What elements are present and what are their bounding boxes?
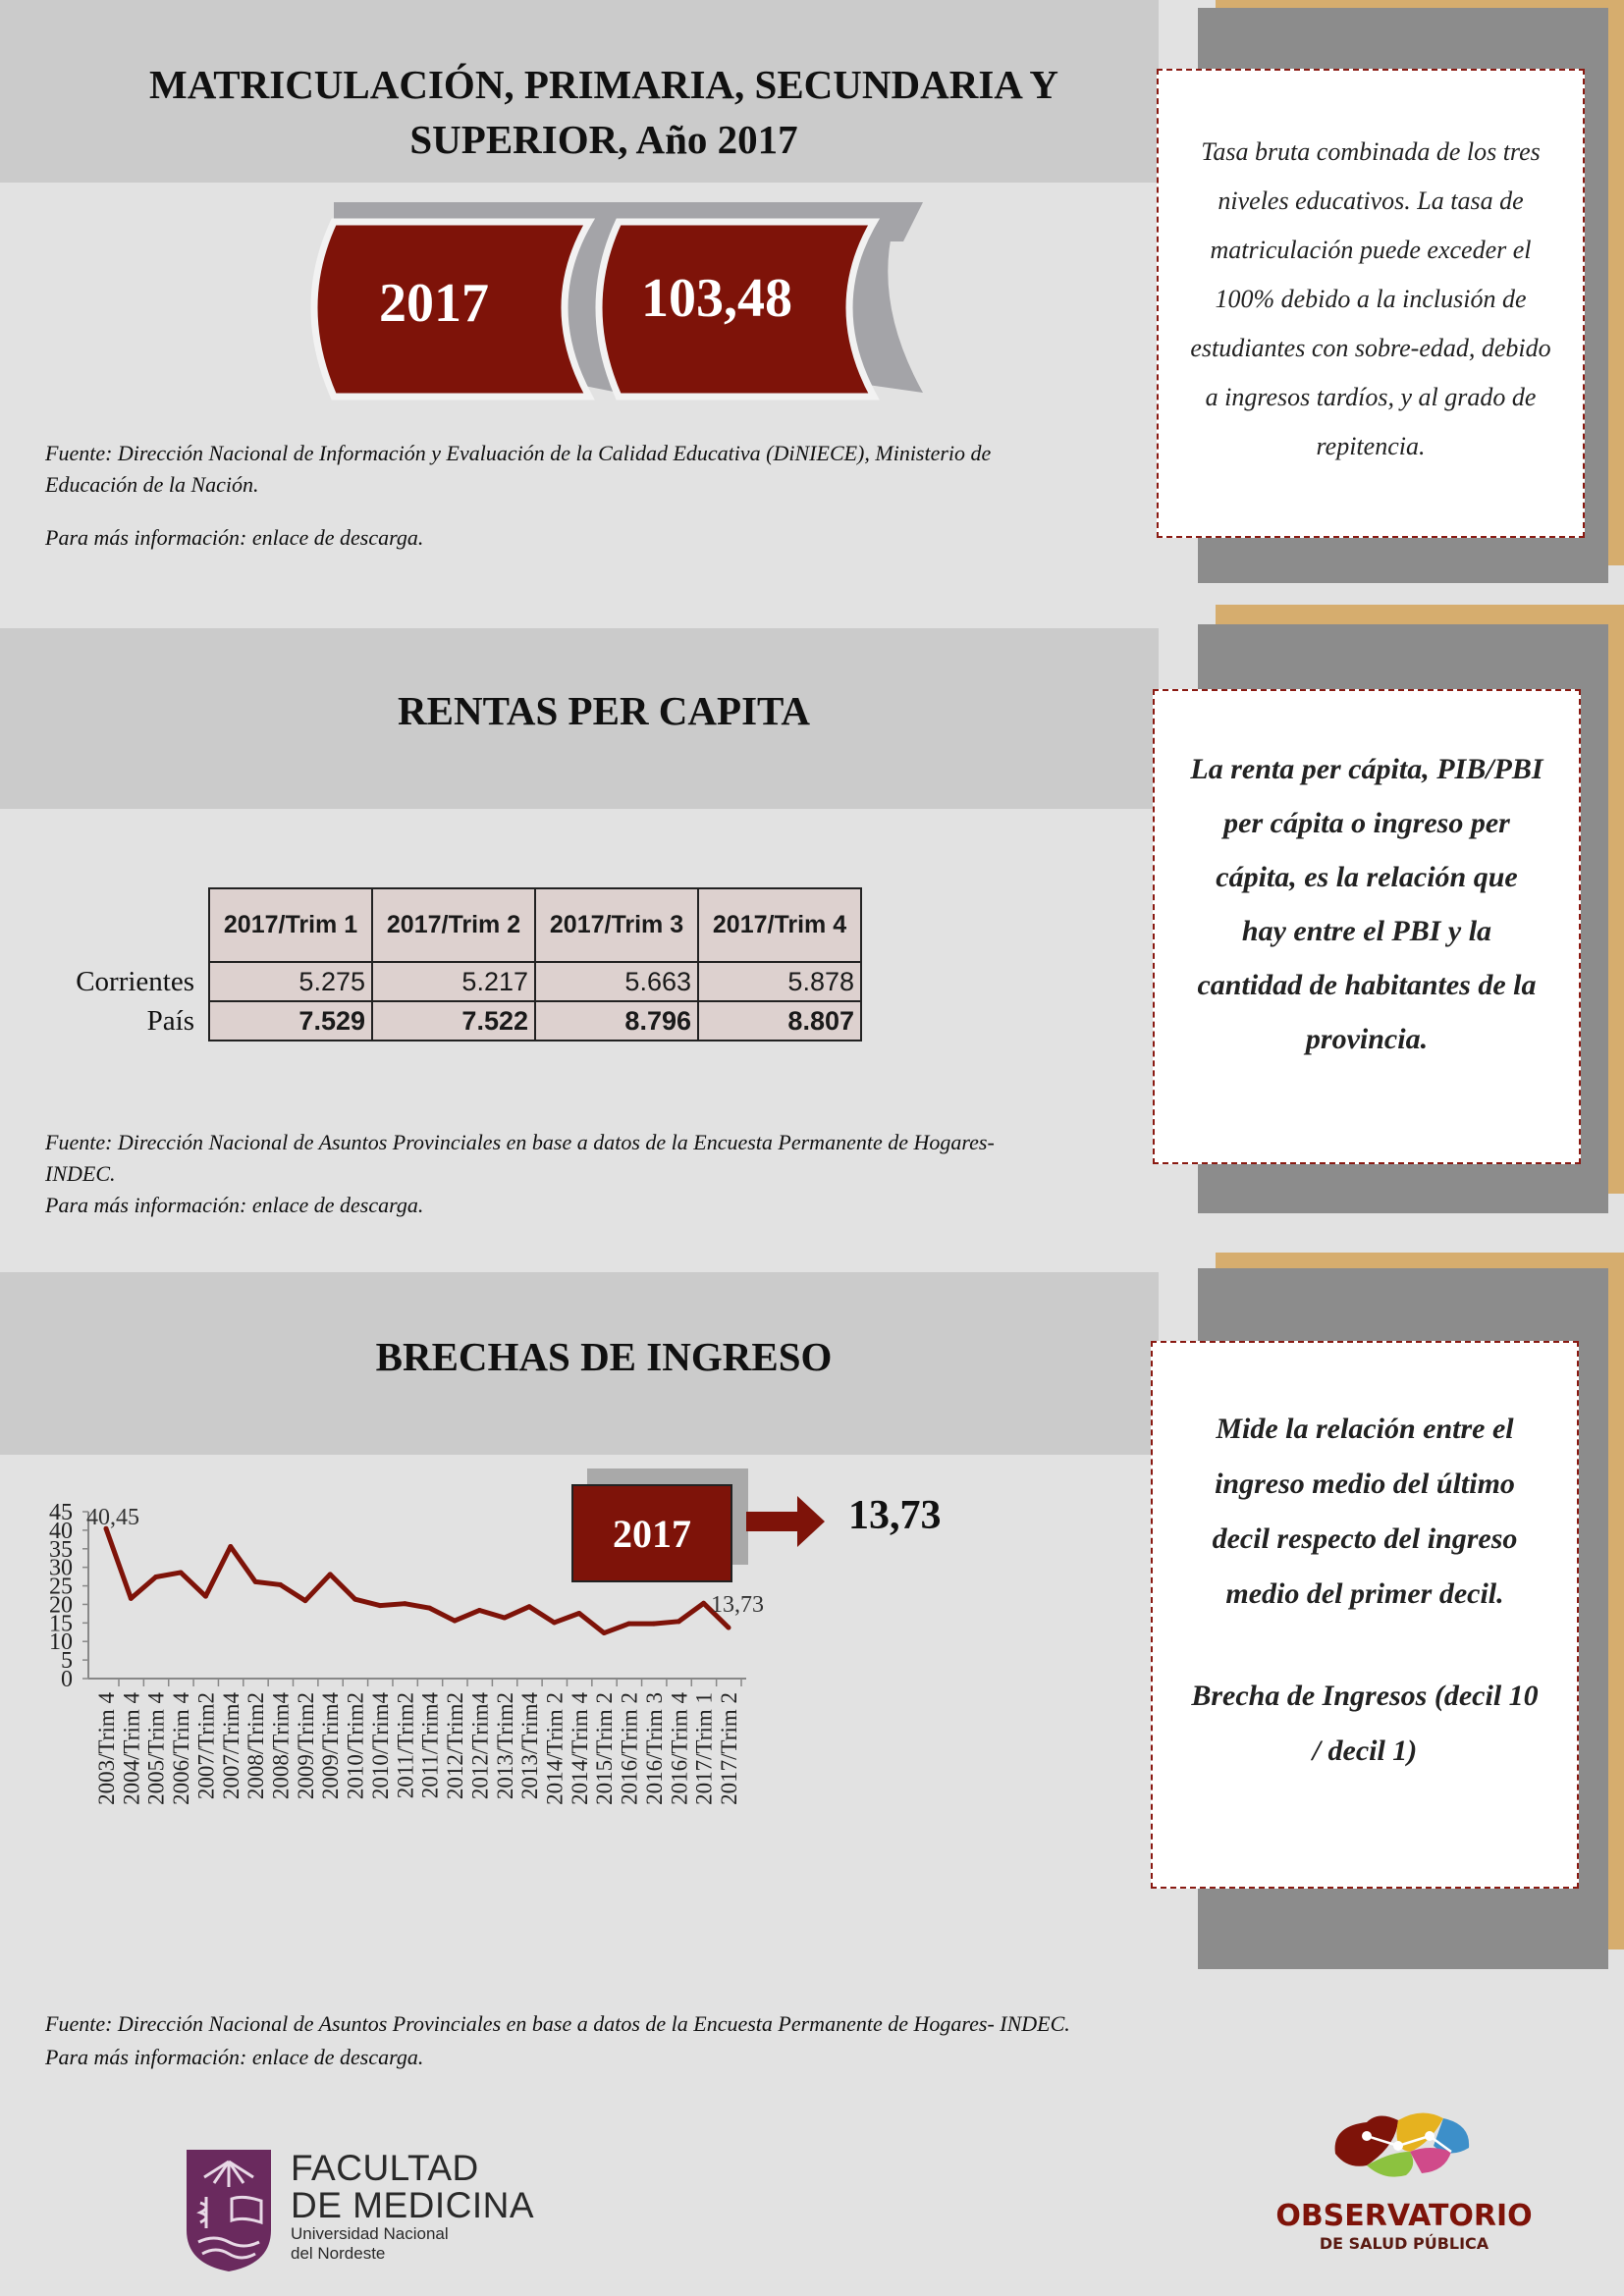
data-point (352, 1597, 357, 1602)
data-point (403, 1601, 407, 1606)
x-tick-label: 2008/Trim4 (268, 1692, 294, 1800)
table-header: 2017/Trim 1 (209, 888, 372, 962)
data-point (552, 1620, 557, 1625)
table-header: 2017/Trim 2 (372, 888, 535, 962)
x-tick-label: 2014/Trim 4 (567, 1692, 592, 1805)
data-point (701, 1601, 706, 1606)
y-tick-label: 10 (49, 1629, 73, 1656)
table-header: 2017/Trim 4 (698, 888, 861, 962)
data-point (477, 1608, 482, 1613)
x-tick-label: 2016/Trim 4 (667, 1692, 692, 1805)
section-title-brechas: BRECHAS DE INGRESO (375, 1334, 833, 1379)
matriculacion-year: 2017 (379, 273, 489, 334)
x-tick-label: 2016/Trim 3 (641, 1692, 667, 1805)
table-row (41, 1001, 861, 1041)
x-tick-label: 2013/Trim4 (517, 1692, 543, 1800)
section-title-matriculacion: MATRICULACIÓN, PRIMARIA, SECUNDARIA Y SUPERIOR, Año 2017 (149, 62, 1058, 162)
table-header-row (41, 888, 861, 962)
table-cell: 8.807 (698, 1001, 861, 1041)
data-point (253, 1579, 258, 1584)
x-tick-label: 2008/Trim2 (244, 1692, 269, 1800)
data-point (278, 1582, 283, 1587)
data-point (651, 1622, 656, 1627)
x-tick-label: 2009/Trim4 (318, 1692, 344, 1800)
x-tick-label: 2011/Trim4 (417, 1692, 443, 1799)
data-label: 40,45 (86, 1505, 139, 1531)
x-tick-label: 2015/Trim 2 (592, 1692, 618, 1805)
x-tick-label: 2005/Trim 4 (143, 1692, 169, 1805)
brechas-source: Fuente: Dirección Nacional de Asuntos Provinciales en base a datos de la Encuesta Permanente de Hogares- INDEC. (45, 2011, 1070, 2036)
data-point (626, 1622, 631, 1627)
table-cell: 5.275 (209, 962, 372, 1001)
x-tick-label: 2007/Trim2 (193, 1692, 219, 1800)
x-tick-label: 2017/Trim 2 (717, 1692, 741, 1805)
table-cell: 7.529 (209, 1001, 372, 1041)
data-point (328, 1572, 333, 1576)
data-point (129, 1596, 134, 1601)
facultad-logo-text: FACULTAD DE MEDICINA Universidad Nacional del Nordeste (291, 2148, 535, 2263)
section-title-rentas: RENTAS PER CAPITA (398, 688, 810, 733)
facultad-shield-logo (185, 2148, 273, 2273)
data-point (677, 1619, 681, 1624)
x-tick-label: 2016/Trim 2 (617, 1692, 642, 1805)
x-tick-label: 2012/Trim4 (467, 1692, 493, 1800)
y-tick-label: 0 (61, 1667, 73, 1692)
x-tick-label: 2004/Trim 4 (119, 1692, 144, 1805)
table-corner (41, 888, 209, 962)
row-label: Corrientes (76, 965, 194, 997)
rentas-more-info-link[interactable]: Para más información: enlace de descarga. (45, 1193, 424, 1217)
observatorio-brain-icon (1327, 2107, 1475, 2185)
rentas-source: Fuente: Dirección Nacional de Asuntos Provinciales en base a datos de la Encuesta Permanente de Hogares- INDEC. (45, 1130, 995, 1186)
table-header: 2017/Trim 3 (535, 888, 698, 962)
table-cell: 7.522 (372, 1001, 535, 1041)
y-tick-label: 30 (49, 1555, 73, 1581)
y-tick-label: 35 (49, 1536, 73, 1563)
y-tick-label: 45 (49, 1500, 73, 1525)
x-tick-label: 2012/Trim2 (443, 1692, 468, 1800)
data-point (602, 1630, 607, 1635)
matriculacion-scroll-graphic (295, 196, 943, 412)
x-tick-label: 2003/Trim 4 (94, 1692, 119, 1805)
x-tick-label: 2007/Trim4 (218, 1692, 244, 1800)
data-point (153, 1575, 158, 1579)
y-tick-label: 25 (49, 1574, 73, 1600)
y-tick-label: 40 (49, 1518, 73, 1544)
note-box-brechas: Mide la relación entre el ingreso medio del último decil respecto del ingreso medio del primer decil. Brecha de Ingresos (decil 10 / decil 1) (1151, 1341, 1579, 1889)
data-point (228, 1544, 233, 1549)
table-cell: 5.217 (372, 962, 535, 1001)
data-point (203, 1594, 208, 1599)
data-point (502, 1616, 507, 1621)
table-cell: 5.663 (535, 962, 698, 1001)
data-point (302, 1598, 307, 1603)
brechas-more-info-link[interactable]: Para más información: enlace de descarga. (45, 2045, 424, 2069)
note-box-rentas: La renta per cápita, PIB/PBI per cápita o ingreso per cápita, es la relación que hay entre el PBI y la cantidad de habitantes de la provincia. (1153, 689, 1581, 1164)
table-cell: 5.878 (698, 962, 861, 1001)
observatorio-logo-text: OBSERVATORIO DE SALUD PÚBLICA (1275, 2199, 1533, 2253)
table-row (41, 962, 861, 1001)
x-tick-label: 2014/Trim 2 (542, 1692, 568, 1805)
kpi-value: 13,73 (848, 1493, 942, 1538)
data-point (377, 1603, 382, 1608)
note-box-matriculacion: Tasa bruta combinada de los tres niveles educativos. La tasa de matriculación puede exceder el 100% debido a la inclusión de estudiantes con sobre-edad, debido a ingresos tardíos, y al grado de repitencia. (1157, 69, 1585, 538)
rentas-table (41, 887, 862, 1041)
table-cell: 8.796 (535, 1001, 698, 1041)
data-label: 13,73 (711, 1592, 764, 1619)
x-tick-label: 2017/Trim 1 (691, 1692, 717, 1805)
series-line (106, 1528, 729, 1632)
x-tick-label: 2006/Trim 4 (169, 1692, 194, 1805)
x-tick-label: 2013/Trim2 (492, 1692, 517, 1800)
x-tick-label: 2010/Trim4 (367, 1692, 393, 1800)
data-point (427, 1606, 432, 1611)
data-point (576, 1611, 581, 1616)
y-tick-label: 15 (49, 1611, 73, 1637)
brechas-line-chart (20, 1482, 1129, 1973)
kpi-year-box: 2017 (571, 1484, 732, 1582)
data-point (527, 1604, 532, 1609)
matriculacion-more-info-link[interactable]: Para más información: enlace de descarga. (45, 525, 424, 550)
x-tick-label: 2010/Trim2 (343, 1692, 368, 1800)
data-point (453, 1619, 458, 1624)
matriculacion-value: 103,48 (641, 268, 792, 329)
data-point (179, 1570, 184, 1575)
matriculacion-source: Fuente: Dirección Nacional de Información y Evaluación de la Calidad Educativa (DiNIECE), Ministerio de Educación de la Nación. (45, 441, 992, 497)
x-tick-label: 2011/Trim2 (393, 1692, 418, 1799)
row-label: País (146, 1004, 194, 1037)
y-tick-label: 5 (61, 1648, 73, 1675)
y-tick-label: 20 (49, 1592, 73, 1619)
x-tick-label: 2009/Trim2 (293, 1692, 318, 1800)
data-point (727, 1626, 731, 1630)
